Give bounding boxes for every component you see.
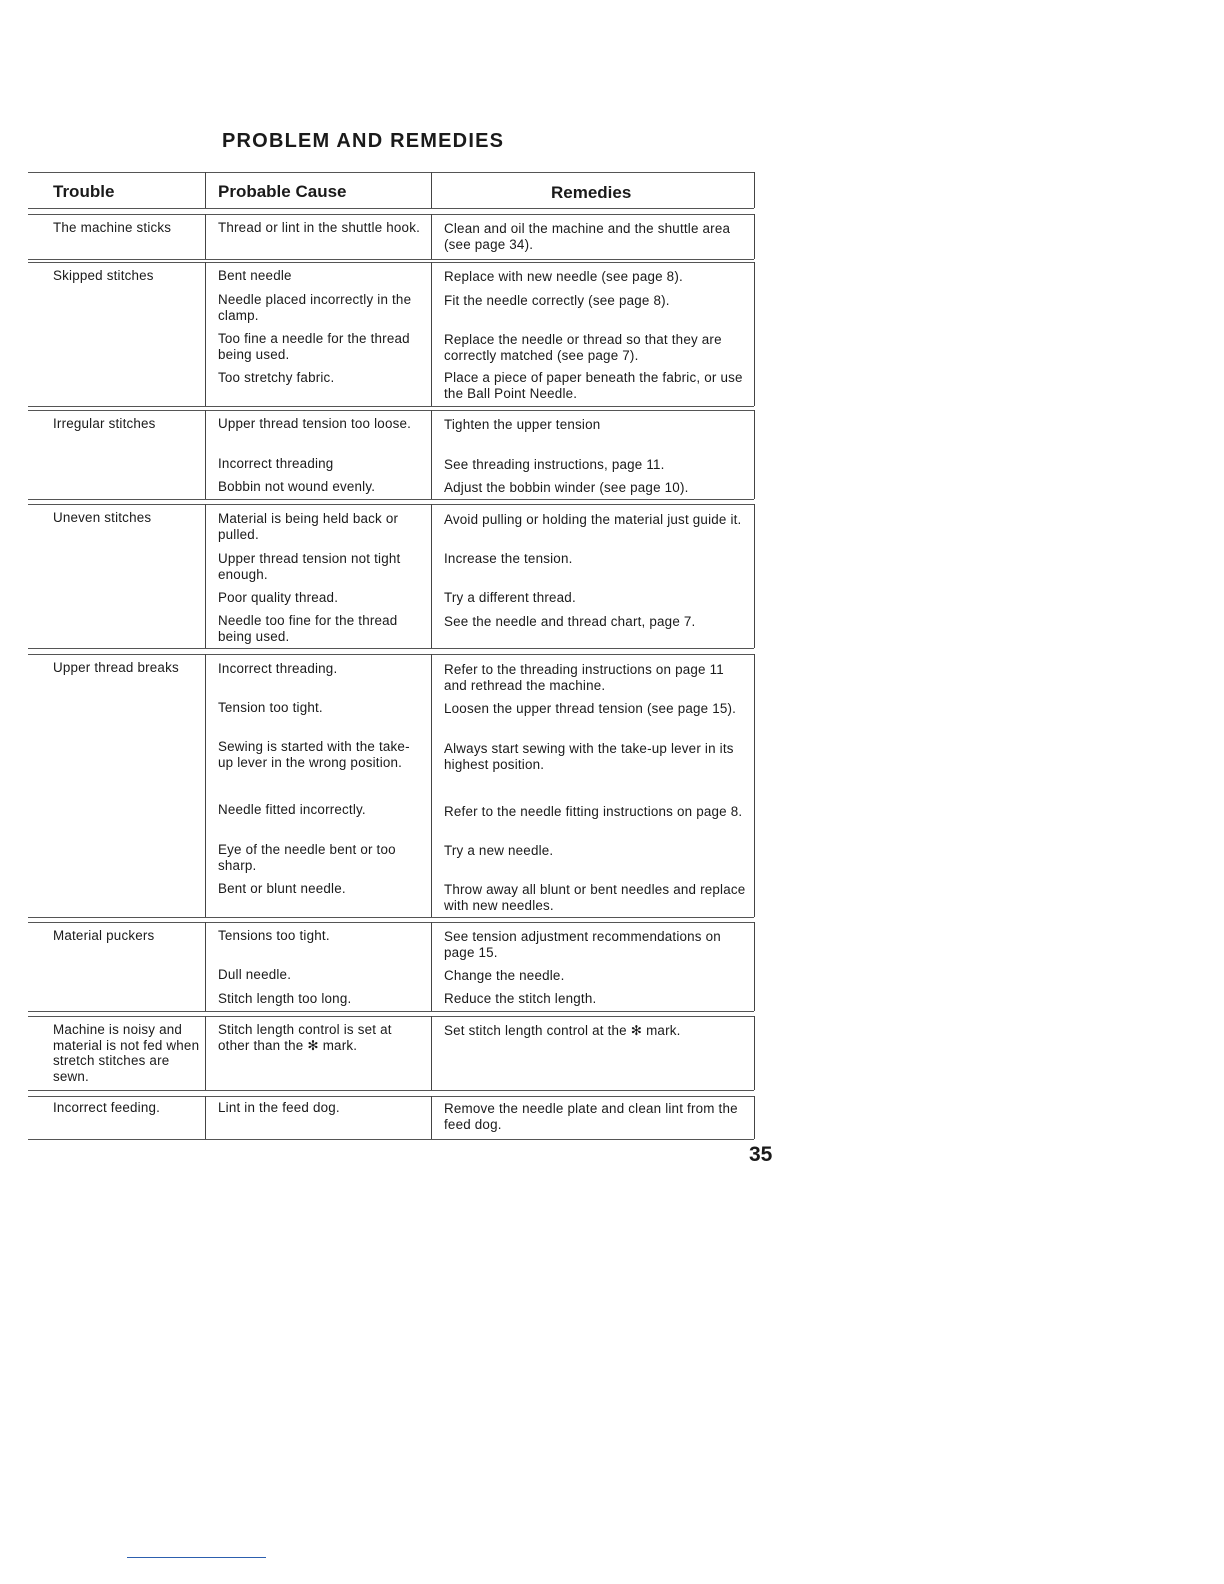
remedy-cell: Try a different thread. (444, 590, 576, 605)
trouble-cell: Skipped stitches (53, 268, 154, 283)
cause-cell: Lint in the feed dog. (218, 1100, 340, 1115)
row-bottom-rule (28, 1139, 754, 1140)
row-divider-right (431, 654, 432, 917)
row-top-rule (28, 654, 754, 655)
remedy-cell: Increase the tension. (444, 551, 573, 566)
row-right-edge (754, 654, 755, 917)
cause-cell: Incorrect threading (218, 456, 334, 471)
row-right-edge (754, 410, 755, 499)
remedy-cell: Refer to the threading instructions on page 11 and rethread the machine. (444, 662, 724, 693)
header-divider-right (431, 172, 432, 208)
remedy-cell: Change the needle. (444, 968, 565, 983)
row-top-rule (28, 922, 754, 923)
cause-cell: Sewing is started with the take-up lever in the wrong position. (218, 739, 410, 770)
cause-cell: Thread or lint in the shuttle hook. (218, 220, 421, 235)
cause-cell: Too fine a needle for the thread being used. (218, 331, 410, 362)
footer-rule (127, 1557, 266, 1558)
header-divider-left (205, 172, 206, 208)
row-divider-left (205, 262, 206, 406)
row-divider-right (431, 1016, 432, 1090)
row-right-edge (754, 1016, 755, 1090)
remedy-cell: See tension adjustment recommendations on page 15. (444, 929, 721, 960)
remedy-cell: Replace with new needle (see page 8). (444, 269, 683, 284)
header-probable-cause: Probable Cause (218, 182, 347, 201)
remedy-cell: Try a new needle. (444, 843, 554, 858)
row-bottom-rule (28, 259, 754, 260)
trouble-cell: The machine sticks (53, 220, 172, 235)
cause-cell: Poor quality thread. (218, 590, 339, 605)
row-bottom-rule (28, 648, 754, 649)
cause-cell: Dull needle. (218, 967, 292, 982)
remedy-cell: Avoid pulling or holding the material just guide it. (444, 512, 742, 527)
remedy-cell: Fit the needle correctly (see page 8). (444, 293, 670, 308)
row-top-rule (28, 1096, 754, 1097)
header-right-edge (754, 172, 755, 208)
row-right-edge (754, 214, 755, 259)
row-divider-left (205, 922, 206, 1011)
row-top-rule (28, 504, 754, 505)
page-number: 35 (749, 1143, 773, 1166)
remedy-cell: Refer to the needle fitting instructions on page 8. (444, 804, 743, 819)
trouble-cell: Machine is noisy and material is not fed when stretch stitches are sewn. (53, 1022, 200, 1085)
cause-cell: Eye of the needle bent or too sharp. (218, 842, 396, 873)
remedy-cell: See threading instructions, page 11. (444, 457, 665, 472)
remedy-cell: Remove the needle plate and clean lint from the feed dog. (444, 1101, 738, 1132)
trouble-cell: Material puckers (53, 928, 155, 943)
row-divider-right (431, 262, 432, 406)
row-divider-left (205, 214, 206, 259)
cause-cell: Upper thread tension too loose. (218, 416, 412, 431)
cause-cell: Tension too tight. (218, 700, 323, 715)
row-divider-left (205, 504, 206, 648)
row-divider-right (431, 1096, 432, 1139)
row-right-edge (754, 1096, 755, 1139)
trouble-cell: Irregular stitches (53, 416, 156, 431)
row-divider-left (205, 1016, 206, 1090)
cause-cell: Bent or blunt needle. (218, 881, 346, 896)
remedy-cell: See the needle and thread chart, page 7. (444, 614, 696, 629)
header-remedies: Remedies (551, 183, 632, 202)
row-bottom-rule (28, 406, 754, 407)
cause-cell: Incorrect threading. (218, 661, 338, 676)
cause-cell: Tensions too tight. (218, 928, 330, 943)
row-divider-right (431, 410, 432, 499)
cause-cell: Needle too fine for the thread being used. (218, 613, 398, 644)
cause-cell: Too stretchy fabric. (218, 370, 335, 385)
cause-cell: Upper thread tension not tight enough. (218, 551, 401, 582)
remedy-cell: Tighten the upper tension (444, 417, 601, 432)
cause-cell: Needle fitted incorrectly. (218, 802, 366, 817)
remedy-cell: Throw away all blunt or bent needles and replace with new needles. (444, 882, 746, 913)
row-right-edge (754, 262, 755, 406)
cause-cell: Bobbin not wound evenly. (218, 479, 376, 494)
page-title: PROBLEM AND REMEDIES (222, 130, 505, 152)
row-bottom-rule (28, 917, 754, 918)
row-top-rule (28, 1016, 754, 1017)
remedy-cell: Replace the needle or thread so that they are correctly matched (see page 7). (444, 332, 722, 363)
remedy-cell: Always start sewing with the take-up lever in its highest position. (444, 741, 734, 772)
row-divider-right (431, 214, 432, 259)
remedy-cell: Clean and oil the machine and the shuttle area (see page 34). (444, 221, 731, 252)
header-bottom-rule (28, 208, 754, 209)
remedy-cell: Reduce the stitch length. (444, 991, 597, 1006)
row-divider-right (431, 922, 432, 1011)
remedy-cell: Loosen the upper thread tension (see page 15). (444, 701, 737, 716)
header-top-rule (28, 172, 754, 173)
trouble-cell: Uneven stitches (53, 510, 152, 525)
row-divider-left (205, 654, 206, 917)
row-top-rule (28, 262, 754, 263)
row-right-edge (754, 922, 755, 1011)
cause-cell: Stitch length control is set at other than the ✻ mark. (218, 1022, 392, 1053)
row-divider-left (205, 410, 206, 499)
cause-cell: Needle placed incorrectly in the clamp. (218, 292, 412, 323)
trouble-cell: Incorrect feeding. (53, 1100, 161, 1115)
row-top-rule (28, 214, 754, 215)
trouble-cell: Upper thread breaks (53, 660, 179, 675)
row-right-edge (754, 504, 755, 648)
row-bottom-rule (28, 499, 754, 500)
remedy-cell: Set stitch length control at the ✻ mark. (444, 1023, 681, 1038)
row-top-rule (28, 410, 754, 411)
row-divider-right (431, 504, 432, 648)
cause-cell: Stitch length too long. (218, 991, 352, 1006)
row-bottom-rule (28, 1090, 754, 1091)
cause-cell: Material is being held back or pulled. (218, 511, 399, 542)
cause-cell: Bent needle (218, 268, 292, 283)
row-bottom-rule (28, 1011, 754, 1012)
row-divider-left (205, 1096, 206, 1139)
remedy-cell: Adjust the bobbin winder (see page 10). (444, 480, 689, 495)
header-trouble: Trouble (53, 182, 115, 201)
remedy-cell: Place a piece of paper beneath the fabric, or use the Ball Point Needle. (444, 370, 743, 401)
